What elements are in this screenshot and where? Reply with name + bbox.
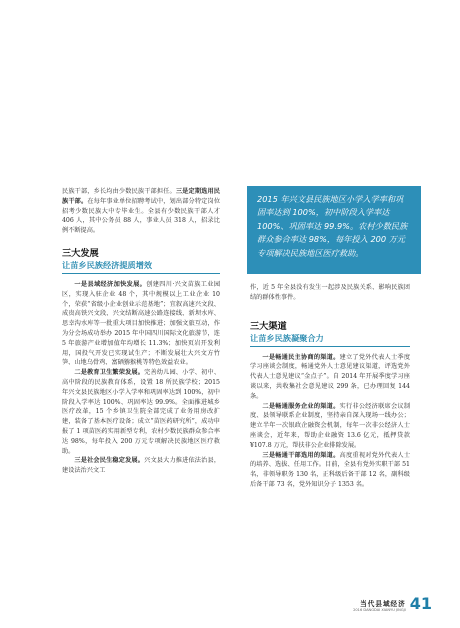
paragraph-education: 二是教育卫生繁荣发展。完善幼儿园、小学、初中、高中阶段的民族教育体系，设置 18 所民族学校；2015 年兴文县民族地区小学入学率和巩固率达到 100%，初中阶段入学率达 100%、巩固率达 99.9%。全面推进城乡医疗改革，15 个乡镇卫生院全部完成了业务用房改扩建，装备了基本医疗设备；成立“苗医药研究所”，成功申报了 1 项苗医药实用新型专利，农村少数民族群众参合率达 98%，每年投入 200 万元专项解决民族地区医疗救助。 [62, 369, 221, 455]
continuation-paragraph: 作，近 5 年全县没有发生一起涉及民族关系、影响民族团结的群体性事件。 [250, 284, 410, 301]
right-column [250, 283, 410, 490]
section-rule [250, 346, 410, 347]
magazine-title: 当代县域经济 [360, 600, 406, 608]
page-footer [353, 596, 432, 612]
section-heading-development: 三大发展 [62, 247, 99, 259]
section-subheading-economy: 让苗乡民族经济提质增效 [62, 259, 153, 270]
paragraph-consultation: 一是畅通民主协商的渠道。建立了党外代表人士季度学习座谈会制度，畅通党外人士意见建议渠道，评选党外代表人士意见建议“金点子”。自 2014 年开展季度学习座谈以来，共收集社会意见建议 299 条，已办理回复 144 条。 [250, 353, 411, 400]
section-subheading-cohesion: 让苗乡民族凝聚合力 [250, 332, 324, 343]
issue-label: 2016 DANGDAI XIANYU JINGJI [353, 608, 406, 612]
left-column [62, 187, 220, 476]
highlight-quote-box: 2015 年兴文县民族地区小学入学率和巩固率达到 100%，初中阶段入学率达 100%、巩固率达 99.9%。农村少数民族群众参合率达 98%，每年投入 200 万元专项解决民族地区医疗救助。 [247, 186, 421, 274]
paragraph-cadres: 三是畅通干部选用的渠道。高度重视对党外代表人士的培养、选拔、任用工作。目前，全县有党外实职干部 51 名，非领导职务 130 名，正科级后备干部 12 名，副科级后备干部 73 名，党外知识分子 1353 名。 [250, 451, 411, 488]
page-number: 41 [409, 594, 432, 613]
section-heading-channels: 三大渠道 [250, 320, 287, 332]
paragraph-enterprise: 二是畅通服务企业的渠道。实行非公经济联席会议制度、县领导联系企业制度，坚持亲自深入现场一线办公；建立半年一次银政企融资会机制，每年一次非公经济人士座谈会，近年来，帮助企业融资 13.6 亿元，抵押贷款¥107.8 万元，帮扶非公企业排除发展。 [250, 402, 411, 449]
paragraph-economy: 一是县域经济加快发展。创建四川·兴文苗族工业园区，实现入驻企业 48 个，其中规模以上工业企业 10 个，荣获“省级小企业创业示范基地”；宜叙高速兴文段、成贵高铁兴文段、兴文结断高速公路连接线、新坝水库、思幸沟水库等一批重大项目加快推进；加强文旅互动，作为分会场成功举办 2015 年中国四川国际文化旅游节，连 5 年旅游产业增加值年均增长 11.3%；加快页岩开发利用，国投气开发已实现试生产；不断发展壮大兴文方竹笋、山地乌骨鸡、富硒猕猴桃等特色效益农业。 [62, 280, 221, 367]
section-rule [62, 273, 220, 274]
intro-paragraph: 民族干部，乡长均由少数民族干部担任。三是定期选用民族干部。在每年事业单位招聘考试中，划出部分特定岗位招考少数民族大中专毕业生。全县有少数民族干部人才 406 人，其中公务员 88 人，事业人员 318 人，招录比例不断提高。 [62, 188, 221, 235]
paragraph-society: 三是社会民生稳定发展。兴文县大力推进依法治县，建设法治兴文工 [62, 457, 221, 475]
